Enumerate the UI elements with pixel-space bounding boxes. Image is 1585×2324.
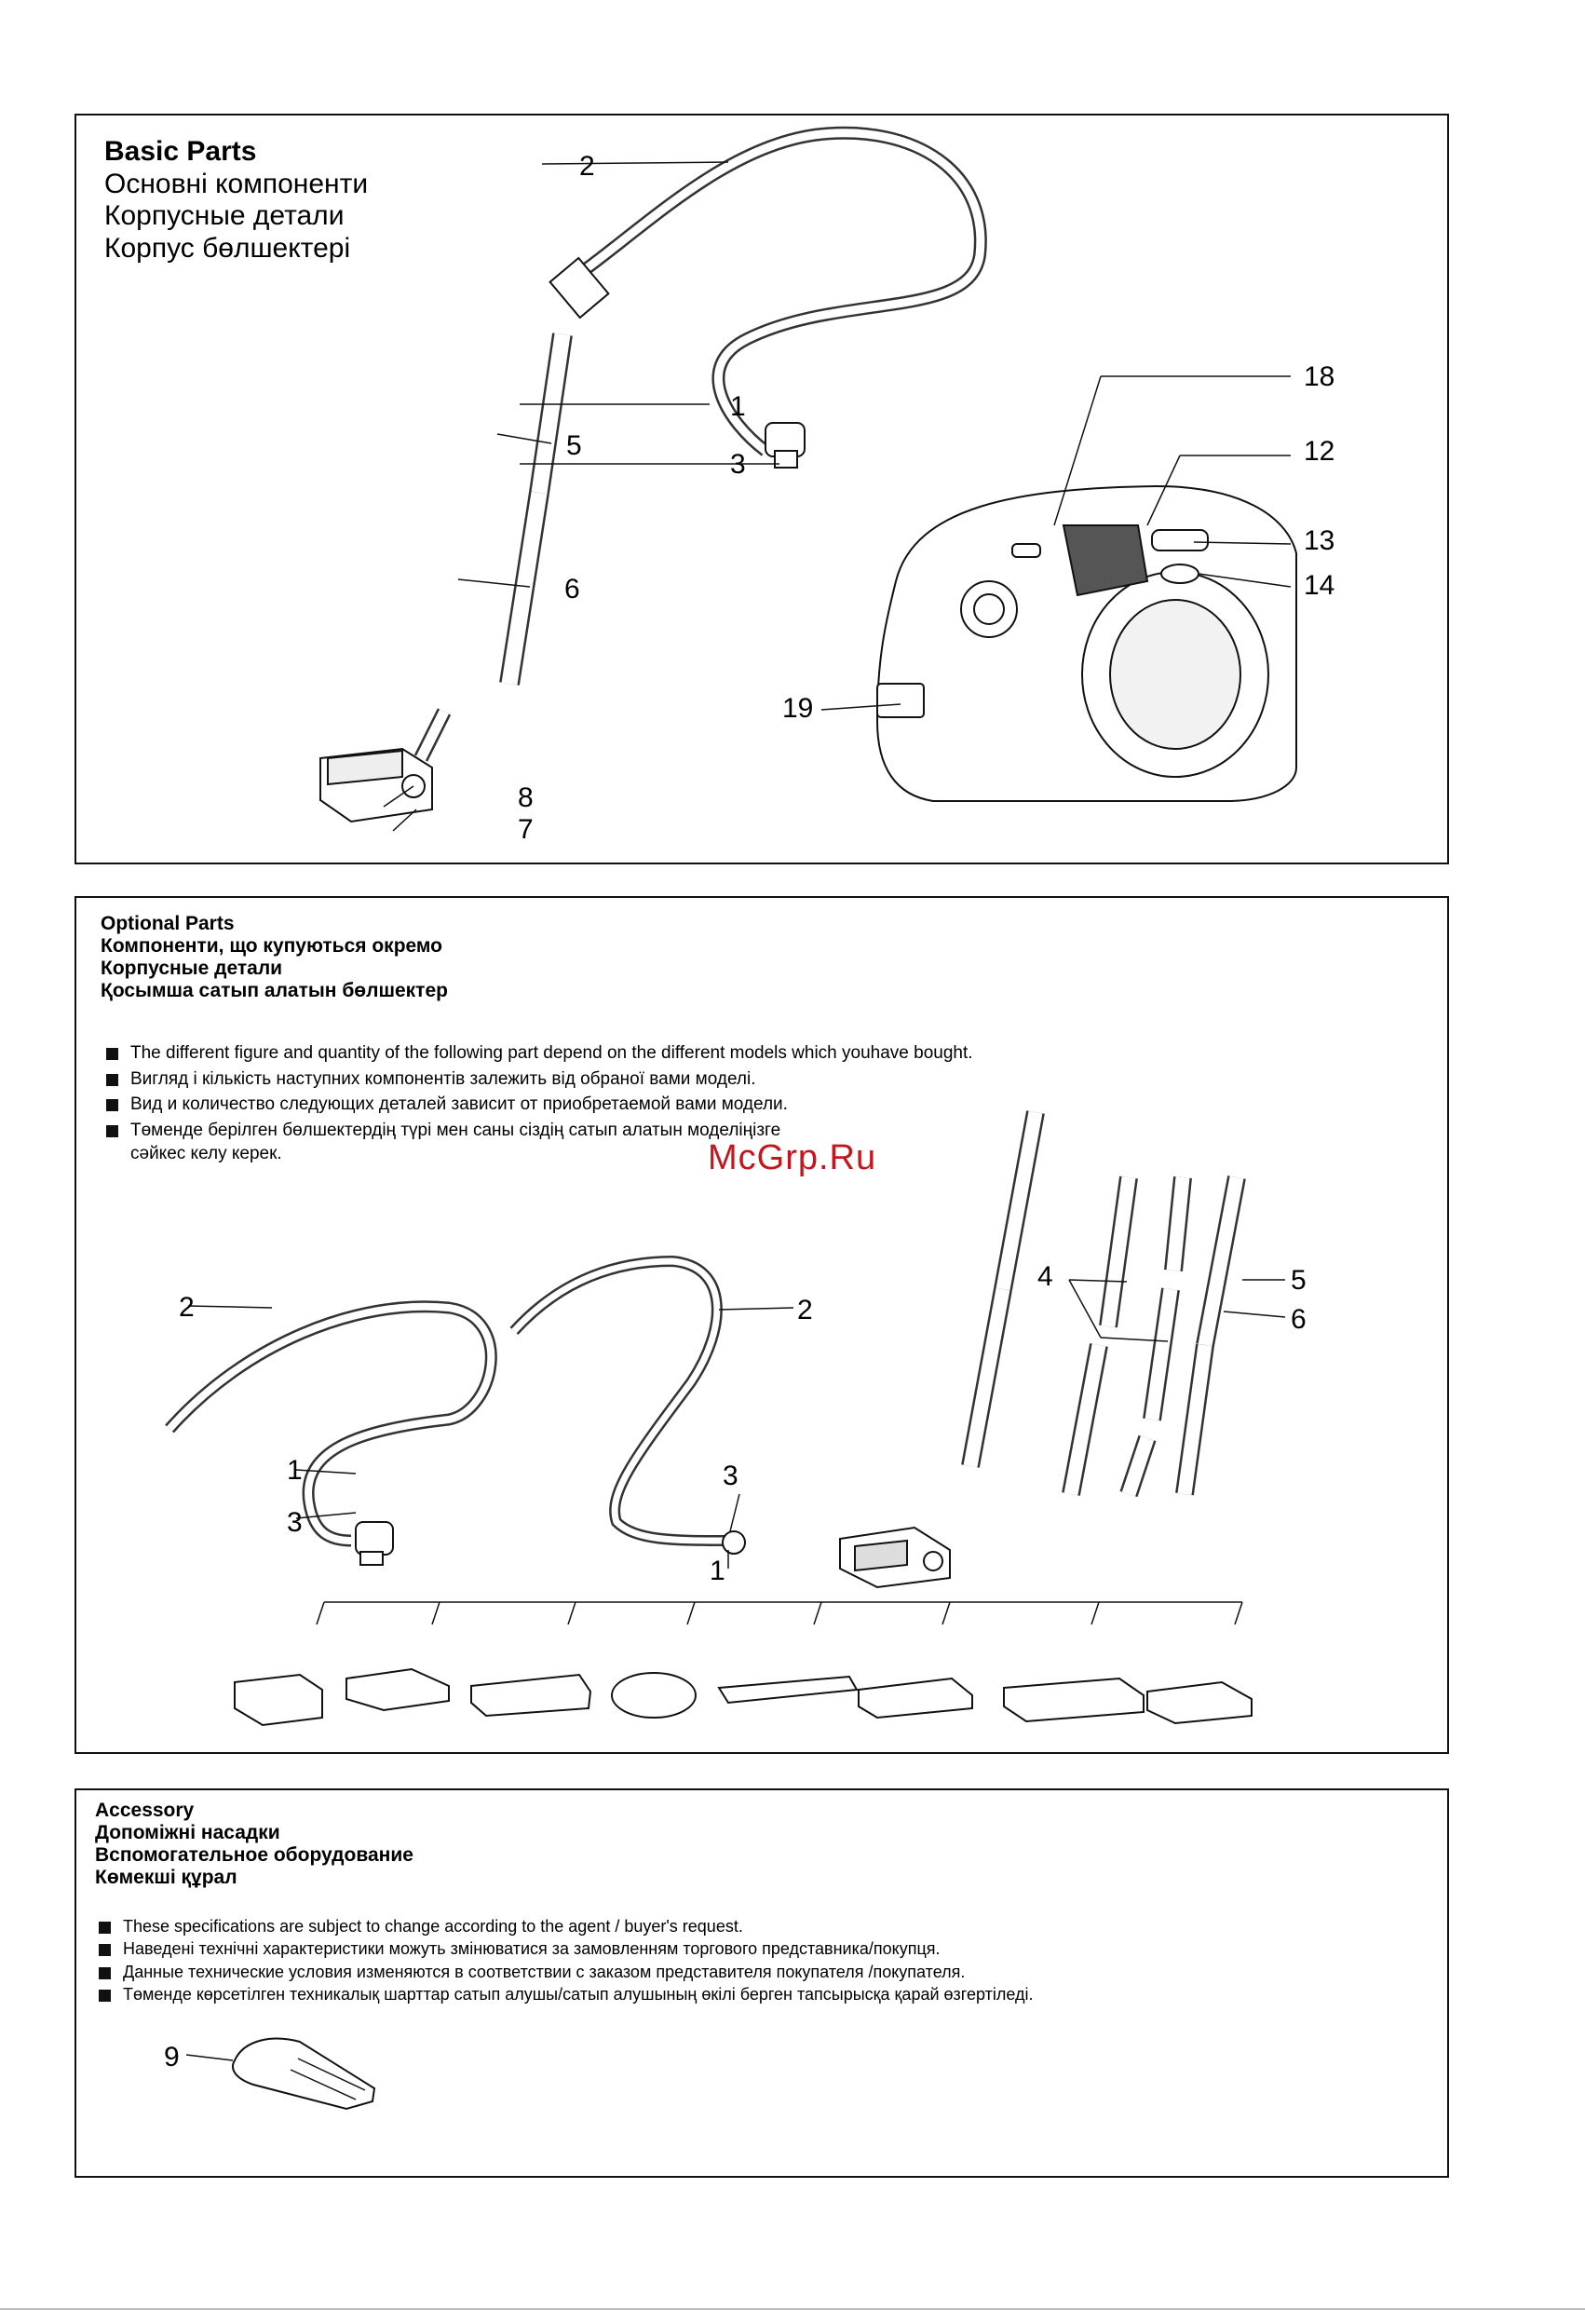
- basic-parts-drawing: [76, 116, 1451, 866]
- label-nozzle-lever: 8: [518, 782, 534, 813]
- hose-drawing: [579, 133, 981, 451]
- note-item: The different figure and quantity of the following part depend on the different models which youhave bought.: [106, 1042, 973, 1066]
- title-ru: Вспомогательное оборудование: [95, 1844, 413, 1867]
- title-en: Basic Parts: [104, 136, 257, 167]
- label-handle-b: 1: [710, 1556, 725, 1586]
- label-hose-a: 2: [179, 1292, 195, 1323]
- title-en: Accessory: [95, 1800, 195, 1821]
- label-handle: 1: [730, 391, 746, 422]
- title-ru: Корпусные детали: [104, 200, 345, 231]
- title-uk: Основні компоненти: [104, 168, 369, 199]
- label-power-button: 14: [1304, 570, 1335, 601]
- watermark: McGrp.Ru: [708, 1138, 877, 1177]
- nozzle-row-drawing: [235, 1669, 1252, 1725]
- label-end-b: 3: [723, 1461, 738, 1491]
- label-end-a: 3: [287, 1507, 303, 1538]
- title-uk: Допоміжні насадки: [95, 1822, 280, 1844]
- note-item: Данные технические условия изменяются в соответствии с заказом представителя покупателя /покупателя.: [99, 1962, 1033, 1983]
- floor-nozzle-drawing: [320, 712, 444, 822]
- basic-parts-section: [75, 114, 1449, 864]
- label-upper-pipe: 5: [566, 430, 582, 461]
- label-hose-b: 2: [797, 1295, 813, 1325]
- pipe-nozzle-drawing: [840, 1528, 950, 1587]
- page-bottom-rule: [0, 2308, 1585, 2310]
- label-control: 12: [1304, 436, 1335, 467]
- vacuum-body-drawing: [877, 486, 1296, 801]
- accessory-section: [75, 1788, 1449, 2178]
- label-top-cover: 18: [1304, 361, 1335, 392]
- note-item: Төменде берілген бөлшектердің түрі мен саны сіздің сатып алатын моделіңізге сәйкес келу керек.: [106, 1120, 838, 1165]
- note-item: These specifications are subject to change according to the agent / buyer's request.: [99, 1916, 1033, 1937]
- label-pipes-group: 4: [1037, 1261, 1053, 1292]
- title-ru: Корпусные детали: [101, 958, 283, 980]
- note-item: Вид и количество следующих деталей зависит от приобретаемой вами модели.: [106, 1094, 973, 1117]
- title-uk: Компоненти, що купуються окремо: [101, 935, 443, 958]
- label-nozzle: 7: [518, 814, 534, 845]
- label-upper-pipe: 5: [1291, 1265, 1307, 1296]
- title-kk: Қосымша сатып алатын бөлшектер: [101, 980, 448, 1002]
- label-hose: 2: [579, 151, 595, 182]
- title-kk: Корпус бөлшектерi: [104, 232, 351, 264]
- label-carry-handle: 19: [782, 693, 814, 724]
- title-kk: Көмекші құрал: [95, 1867, 237, 1889]
- title-en: Optional Parts: [101, 913, 235, 934]
- label-handle-a: 1: [287, 1455, 303, 1486]
- accessory-drawing: [76, 1790, 1451, 2180]
- label-bag-indicator: 13: [1304, 525, 1335, 556]
- nozzle-bracket: [317, 1602, 1242, 1624]
- optional-parts-section: [75, 896, 1449, 1754]
- note-item: Вигляд і кількість наступних компонентів залежить від обраної вами моделі.: [106, 1068, 973, 1092]
- label-hose-end: 3: [730, 449, 746, 480]
- optional-parts-drawing: [76, 898, 1451, 1756]
- note-item: Төменде көрсетілген техникалық шарттар сатып алушы/сатып алушының өкілі берген тапсырысқа қарай өзгертіледі.: [99, 1984, 1033, 2005]
- label-crevice-tool: 9: [164, 2042, 180, 2073]
- label-lower-pipe: 6: [1291, 1304, 1307, 1335]
- note-item: Наведені технічні характеристики можуть змінюватися за замовленням торгового представника/покупця.: [99, 1938, 1033, 1960]
- extension-pipes-drawing: [1071, 1177, 1237, 1494]
- label-lower-pipe: 6: [564, 574, 580, 605]
